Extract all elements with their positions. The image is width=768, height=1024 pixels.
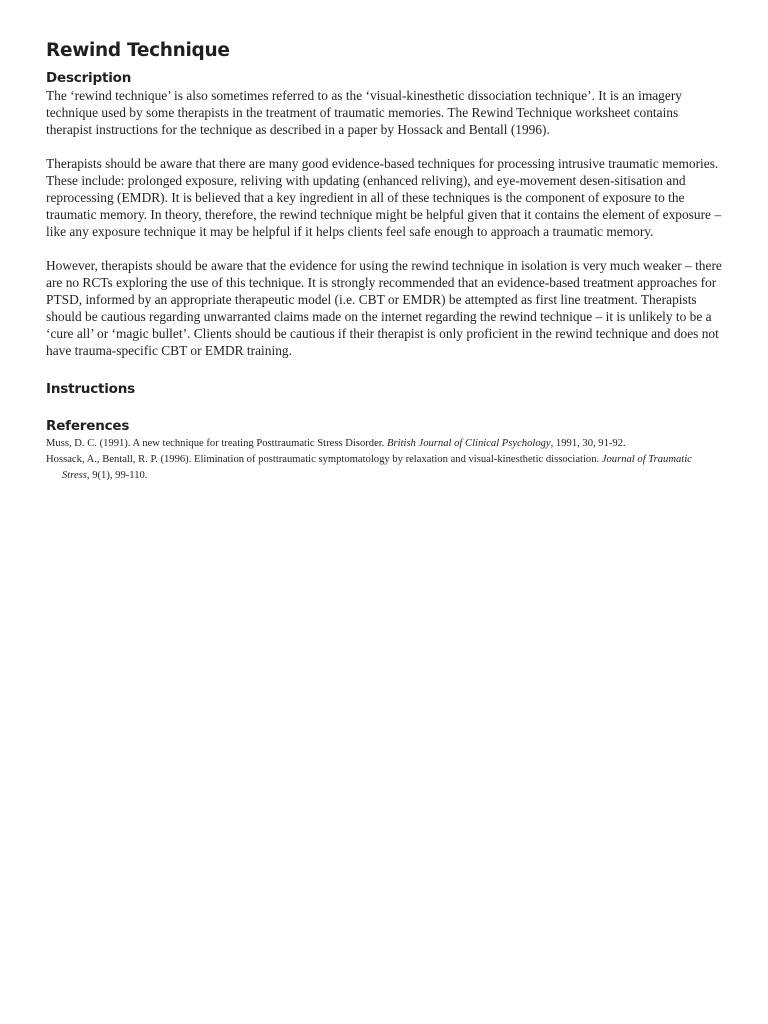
page-title: Rewind Technique	[46, 40, 230, 61]
document-page	[46, 38, 722, 484]
description-heading: Description	[46, 70, 132, 86]
reference-text: Muss, D. C. (1991). A new technique for treating Posttraumatic Stress Disorder.	[46, 438, 388, 449]
reference-details: , 1991, 30, 91-92.	[550, 438, 626, 449]
reference-item	[46, 436, 722, 452]
reference-journal: Journal of Traumatic Stress	[62, 454, 692, 481]
references-list	[46, 436, 722, 484]
description-paragraph-3: However, therapists should be aware that the evidence for using the rewind technique in isolation is very much weaker – there are no RCTs exploring the use of this technique. It is strongly recommended that an evidence-based treatment approaches for PTSD, informed by an appropriate therapeutic model (i.e. CBT or EMDR) be attempted as first line treatment. Therapists should be cautious regarding unwarranted claims made on the internet regarding the rewind technique – it is unlikely to be a ‘cure all’ or ‘magic bullet’. Clients should be cautious if their therapist is only proficient in the rewind technique and does not have trauma-specific CBT or EMDR training.	[46, 258, 722, 358]
instructions-heading: Instructions	[46, 381, 135, 397]
reference-journal: British Journal of Clinical Psychology	[387, 438, 551, 449]
description-paragraph-1: The ‘rewind technique’ is also sometimes referred to as the ‘visual-kinesthetic dissociation technique’. It is an imagery technique used by some therapists in the treatment of traumatic memories. The Rewind Technique worksheet contains therapist instructions for the technique as described in a paper by Hossack and Bentall (1996).	[46, 88, 682, 137]
reference-details: , 9(1), 99-110.	[86, 470, 148, 481]
reference-item	[46, 452, 722, 484]
description-body	[46, 87, 722, 359]
reference-text: Hossack, A., Bentall, R. P. (1996). Elimination of posttraumatic symptomatology by relaxation and visual-kinesthetic dissociation.	[46, 454, 602, 465]
references-heading: References	[46, 418, 130, 434]
description-paragraph-2: Therapists should be aware that there are many good evidence-based techniques for processing intrusive traumatic memories. These include: prolonged exposure, reliving with updating (enhanced reliving), and eye-movement desen-sitisation and reprocessing (EMDR). It is believed that a key ingredient in all of these techniques is the component of exposure to the traumatic memory. In theory, therefore, the rewind technique might be helpful given that it contains the element of exposure – like any exposure technique it may be helpful if it helps clients feel safe enough to approach a traumatic memory.	[46, 156, 722, 239]
